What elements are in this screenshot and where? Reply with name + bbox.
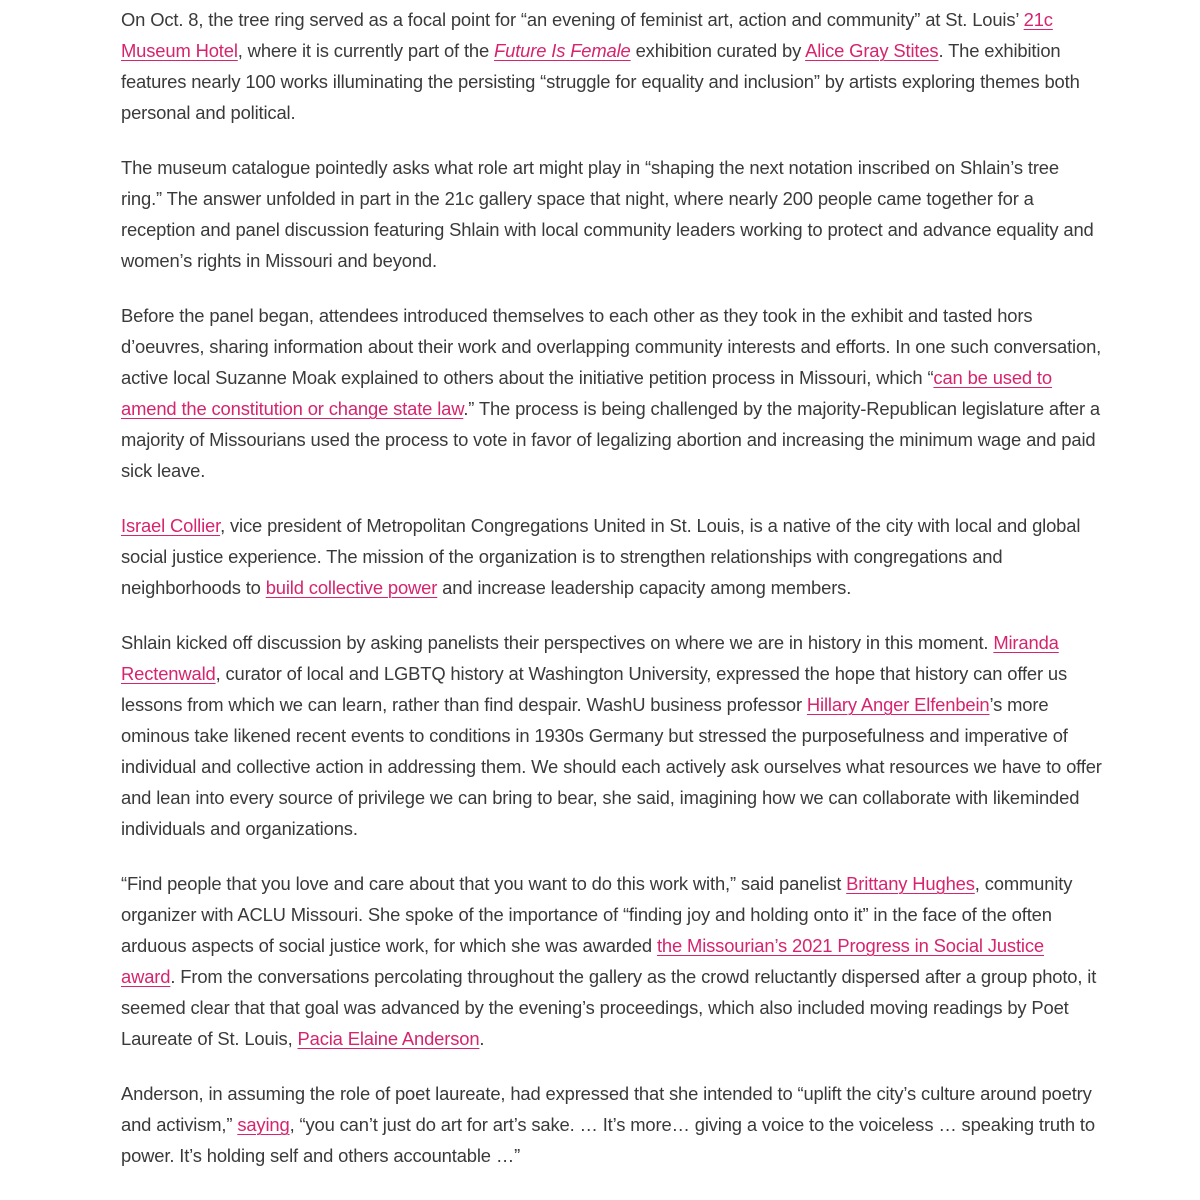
inline-link[interactable]: Pacia Elaine Anderson <box>297 1028 480 1049</box>
paragraph-text: , “you can’t just do art for art’s sake. … It’s more… giving a voice to the voiceless … speaking truth to power. It’s holding self and others accountable …” <box>121 1114 1095 1166</box>
article-paragraph <box>121 510 1103 603</box>
article-body <box>121 4 1103 1195</box>
inline-link[interactable]: the Missourian’s 2021 Progress in Social Justice award <box>121 935 1044 987</box>
paragraph-text: ’s more ominous take likened recent events to conditions in 1930s Germany but stressed the purposefulness and imperative of individual and collective action in addressing them. We should each actively ask ourselves what resources we have to offer and lean into every source of privilege we can bring to bear, she said, imagining how we can collaborate with likeminded individuals and organizations. <box>121 694 1102 839</box>
inline-link[interactable]: 21c Museum Hotel <box>121 9 1053 61</box>
paragraph-text: , vice president of Metropolitan Congregations United in St. Louis, is a native of the city with local and global social justice experience. The mission of the organization is to strengthen relationships with congregations and neighborhoods to <box>121 515 1081 598</box>
inline-link[interactable]: Miranda Rectenwald <box>121 632 1059 684</box>
article-paragraph <box>121 1078 1103 1171</box>
article-paragraph <box>121 627 1103 844</box>
inline-link[interactable]: Brittany Hughes <box>846 873 975 894</box>
paragraph-text: The museum catalogue pointedly asks what role art might play in “shaping the next notation inscribed on Shlain’s tree ring.” The answer unfolded in part in the 21c gallery space that night, where nearly 200 people came together for a reception and panel discussion featuring Shlain with local community leaders working to protect and advance equality and women’s rights in Missouri and beyond. <box>121 157 1094 271</box>
inline-link[interactable]: build collective power <box>265 577 438 598</box>
paragraph-text: “Find people that you love and care about that you want to do this work with,” said panelist <box>121 873 847 894</box>
article-paragraph <box>121 4 1103 128</box>
inline-link[interactable]: Hillary Anger Elfenbein <box>806 694 990 715</box>
paragraph-text: Anderson, in assuming the role of poet laureate, had expressed that she intended to “uplift the city’s culture around poetry and activism,” <box>121 1083 1092 1135</box>
paragraph-text: , community organizer with ACLU Missouri. She spoke of the importance of “finding joy and holding onto it” in the face of the often arduous aspects of social justice work, for which she was awarded <box>121 873 1073 956</box>
article-paragraph <box>121 300 1103 486</box>
article-paragraph <box>121 868 1103 1054</box>
paragraph-text: , where it is currently part of the <box>237 40 495 61</box>
inline-link[interactable]: Israel Collier <box>121 515 221 536</box>
paragraph-text: exhibition curated by <box>630 40 806 61</box>
paragraph-text: . The exhibition features nearly 100 works illuminating the persisting “struggle for equality and inclusion” by artists exploring themes both personal and political. <box>121 40 1080 123</box>
paragraph-text: . <box>479 1028 485 1049</box>
paragraph-text: . From the conversations percolating throughout the gallery as the crowd reluctantly dispersed after a group photo, it seemed clear that that goal was advanced by the evening’s proceedings, which also included moving readings by Poet Laureate of St. Louis, <box>121 966 1097 1049</box>
inline-link[interactable]: Future Is Female <box>494 40 631 61</box>
inline-link[interactable]: can be used to amend the constitution or change state law <box>121 367 1052 419</box>
article-paragraph <box>121 152 1103 276</box>
paragraph-text: .” The process is being challenged by the majority-Republican legislature after a majority of Missourians used the process to vote in favor of legalizing abortion and increasing the minimum wage and paid sick leave. <box>121 398 1100 481</box>
inline-link[interactable]: saying <box>237 1114 290 1135</box>
inline-link[interactable]: Alice Gray Stites <box>805 40 939 61</box>
paragraph-text: On Oct. 8, the tree ring served as a focal point for “an evening of feminist art, action and community” at St. Louis’ <box>121 9 1024 30</box>
paragraph-text: Shlain kicked off discussion by asking panelists their perspectives on where we are in history in this moment. <box>121 632 994 653</box>
paragraph-text: Before the panel began, attendees introduced themselves to each other as they took in the exhibit and tasted hors d’oeuvres, sharing information about their work and overlapping community interests and efforts. In one such conversation, active local Suzanne Moak explained to others about the initiative petition process in Missouri, which “ <box>121 305 1102 388</box>
paragraph-text: and increase leadership capacity among members. <box>437 577 852 598</box>
paragraph-text: , curator of local and LGBTQ history at Washington University, expressed the hope that history can offer us lessons from which we can learn, rather than find despair. WashU business professor <box>121 663 1068 715</box>
